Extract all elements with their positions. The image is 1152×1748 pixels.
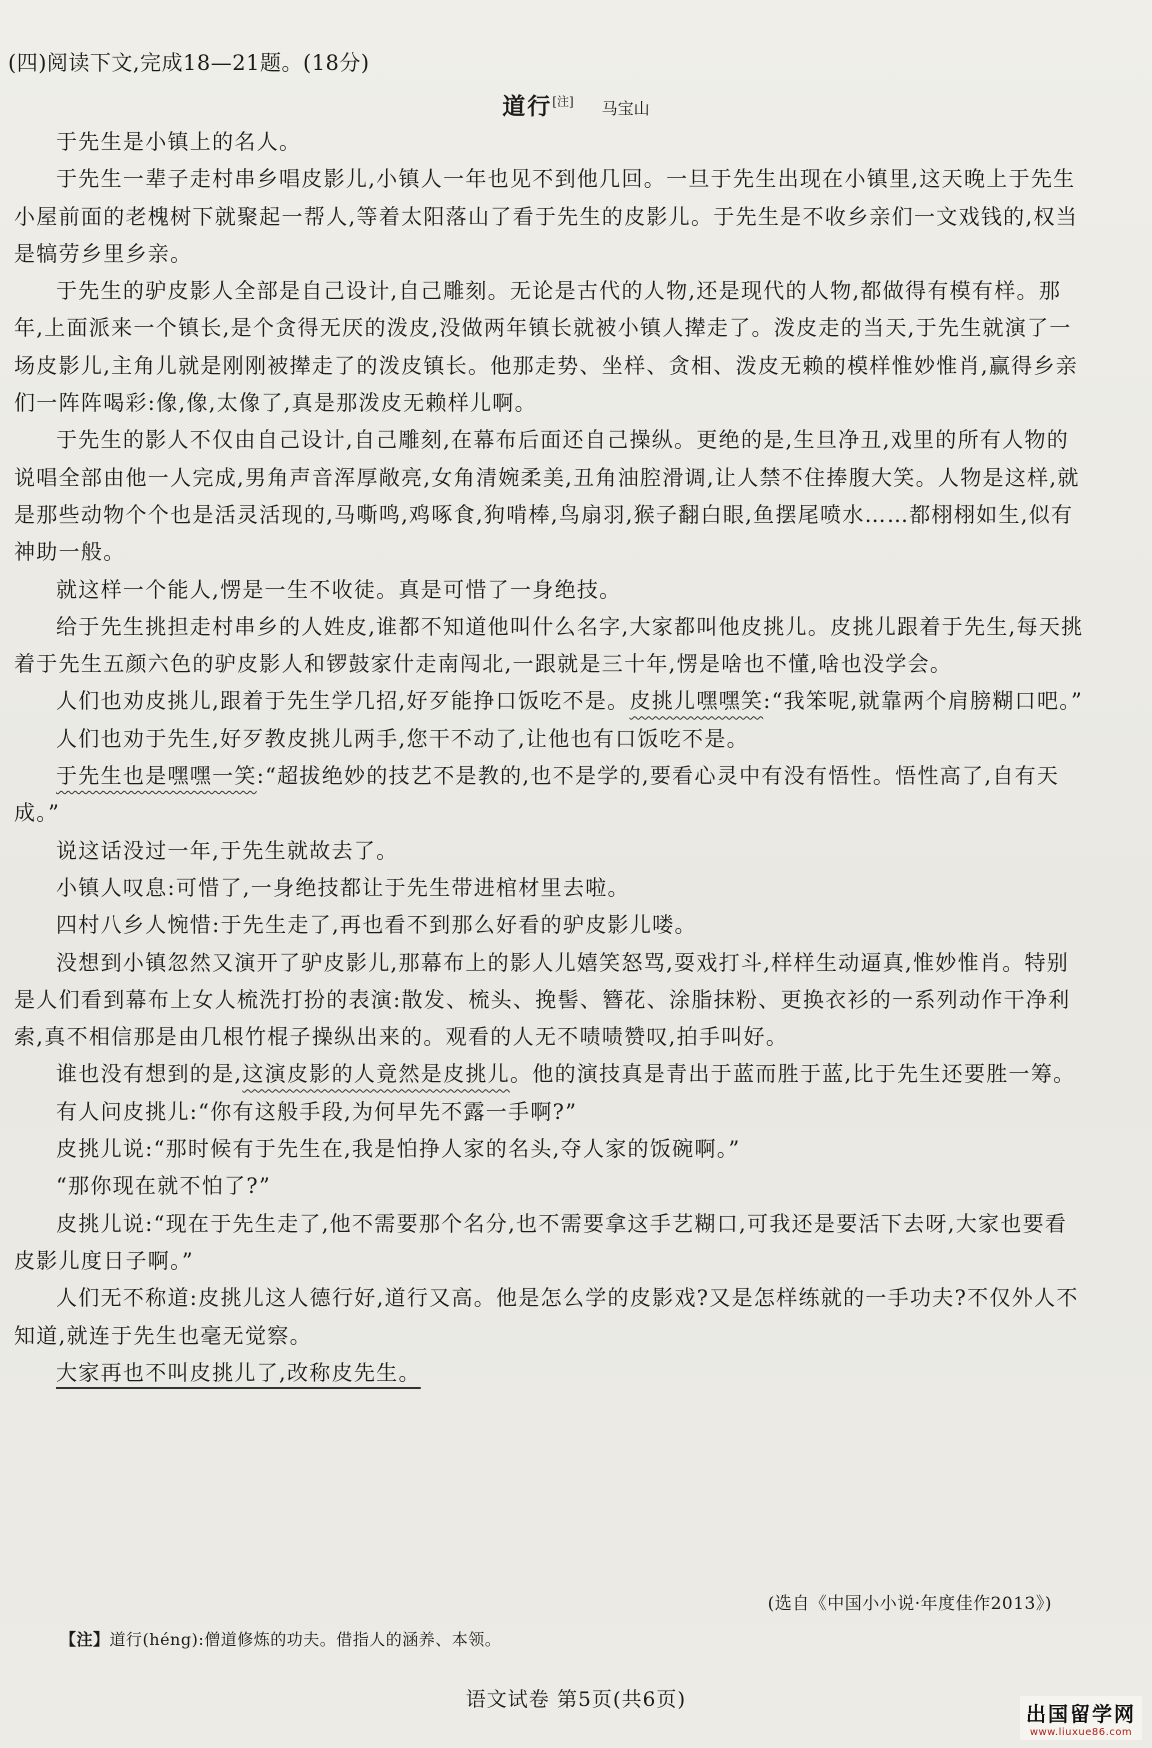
wavy-underlined-phrase-3: 这演皮影的人竟然是皮挑儿 bbox=[242, 1062, 510, 1087]
paragraph-10: 说这话没过一年,于先生就故去了。 bbox=[56, 838, 399, 863]
footnote bbox=[60, 1627, 501, 1650]
paragraph-14 bbox=[14, 1056, 1089, 1093]
paragraph-5: 就这样一个能人,愣是一生不收徒。真是可惜了一身绝技。 bbox=[56, 577, 622, 602]
paragraph-15: 有人问皮挑儿:“你有这般手段,为何早先不露一手啊?” bbox=[56, 1099, 578, 1124]
paragraph-19: 人们无不称道:皮挑儿这人德行好,道行又高。他是怎么学的皮影戏?又是怎样练就的一手功夫?不仅外人不知道,就连于先生也毫无觉察。 bbox=[14, 1286, 1079, 1348]
paragraph-8: 人们也劝于先生,好歹教皮挑儿两手,您干不动了,让他也有口饭吃不是。 bbox=[56, 726, 749, 751]
paragraph-20 bbox=[14, 1355, 1089, 1392]
wavy-underlined-phrase-2: 于先生也是嘿嘿一笑 bbox=[56, 764, 257, 789]
article-body bbox=[14, 124, 1089, 1392]
paragraph-4: 于先生的影人不仅由自己设计,自己雕刻,在幕布后面还自己操纵。更绝的是,生旦净丑,戏里的所有人物的说唱全部由他一人完成,男角声音浑厚敞亮,女角清婉柔美,丑角油腔滑调,让人禁不住捧腹大笑。人物是这样,就是那些动物个个也是活灵活现的,马嘶鸣,鸡啄食,狗啃棒,鸟扇羽,猴子翻白眼,鱼摆尾喷水……都栩栩如生,似有神助一般。 bbox=[14, 428, 1080, 565]
paragraph-9 bbox=[14, 758, 1089, 833]
section-heading: (四)阅读下文,完成18—21题。(18分) bbox=[8, 51, 370, 75]
article-title-text: 道行 bbox=[502, 93, 553, 120]
paragraph-7 bbox=[14, 683, 1089, 720]
site-watermark bbox=[1020, 1696, 1142, 1740]
paragraph-7-text-b: :“我笨呢,就靠两个肩膀糊口吧。” bbox=[763, 689, 1084, 714]
paragraph-1: 于先生是小镇上的名人。 bbox=[56, 130, 302, 154]
title-note-mark: [注] bbox=[552, 94, 574, 109]
page-footer: 语文试卷 第5页(共6页) bbox=[465, 1687, 687, 1711]
paragraph-12: 四村八乡人惋惜:于先生走了,再也看不到那么好看的驴皮影儿喽。 bbox=[56, 913, 697, 938]
source-citation: (选自《中国小小说·年度佳作2013》) bbox=[767, 1594, 1052, 1614]
paragraph-14-text-b: 。他的演技真是青出于蓝而胜于蓝,比于先生还要胜一筹。 bbox=[509, 1062, 1076, 1087]
article-author: 马宝山 bbox=[601, 99, 650, 118]
paragraph-13: 没想到小镇忽然又演开了驴皮影儿,那幕布上的影人儿嬉笑怒骂,耍戏打斗,样样生动逼真,惟妙惟肖。特别是人们看到幕布上女人梳洗打扮的表演:散发、梳头、挽髻、簪花、涂脂抹粉、更换衣衫的一系列动作干净利索,真不相信那是由几根竹棍子操纵出来的。观看的人无不啧啧赞叹,拍手叫好。 bbox=[14, 950, 1071, 1050]
watermark-url: www.liuxue86.com bbox=[1029, 1727, 1133, 1738]
paragraph-11: 小镇人叹息:可惜了,一身绝技都让于先生带进棺材里去啦。 bbox=[56, 875, 630, 900]
paragraph-18: 皮挑儿说:“现在于先生走了,他不需要那个名分,也不需要拿这手艺糊口,可我还是要活下去呀,大家也要看皮影儿度日子啊。” bbox=[14, 1211, 1068, 1273]
paragraph-2: 于先生一辈子走村串乡唱皮影儿,小镇人一年也见不到他几回。一旦于先生出现在小镇里,这天晚上于先生小屋前面的老槐树下就聚起一帮人,等着太阳落山了看于先生的皮影儿。于先生是不收乡亲们一文戏钱的,权当是犒劳乡里乡亲。 bbox=[14, 167, 1079, 266]
footnote-text: 道行(héng):僧道修炼的功夫。借指人的涵养、本领。 bbox=[109, 1630, 502, 1649]
watermark-name: 出国留学网 bbox=[1026, 1702, 1136, 1726]
paragraph-6: 给于先生挑担走村串乡的人姓皮,谁都不知道他叫什么名字,大家都叫他皮挑儿。皮挑儿跟着于先生,每天挑着于先生五颜六色的驴皮影人和锣鼓家什走南闯北,一跟就是三十年,愣是啥也不懂,啥也没学会。 bbox=[14, 614, 1084, 677]
title-line bbox=[0, 88, 1152, 121]
article-title bbox=[502, 93, 573, 120]
paragraph-7-text-a: 人们也劝皮挑儿,跟着于先生学几招,好歹能挣口饭吃不是。 bbox=[56, 689, 630, 714]
underlined-final-sentence: 大家再也不叫皮挑儿了,改称皮先生。 bbox=[56, 1360, 421, 1385]
paragraph-14-text-a: 谁也没有想到的是, bbox=[56, 1062, 243, 1087]
paragraph-3: 于先生的驴皮影人全部是自己设计,自己雕刻。无论是古代的人物,还是现代的人物,都做得有模有样。那年,上面派来一个镇长,是个贪得无厌的泼皮,没做两年镇长就被小镇人撵走了。泼皮走的当天,于先生就演了一场皮影儿,主角儿就是刚刚被撵走了的泼皮镇长。他那走势、坐样、贪相、泼皮无赖的模样惟妙惟肖,赢得乡亲们一阵阵喝彩:像,像,太像了,真是那泼皮无赖样儿啊。 bbox=[14, 279, 1079, 416]
wavy-underlined-phrase-1: 皮挑儿嘿嘿笑 bbox=[629, 689, 764, 714]
paragraph-16: 皮挑儿说:“那时候有于先生在,我是怕挣人家的名头,夺人家的饭碗啊。” bbox=[56, 1137, 741, 1162]
footnote-label: 【注】 bbox=[60, 1630, 110, 1649]
paragraph-17: “那你现在就不怕了?” bbox=[56, 1174, 272, 1199]
paragraph-9-text: :“超拔绝妙的技艺不是教的,也不是学的,要看心灵中有没有悟性。悟性高了,自有天成。” bbox=[14, 764, 1060, 826]
